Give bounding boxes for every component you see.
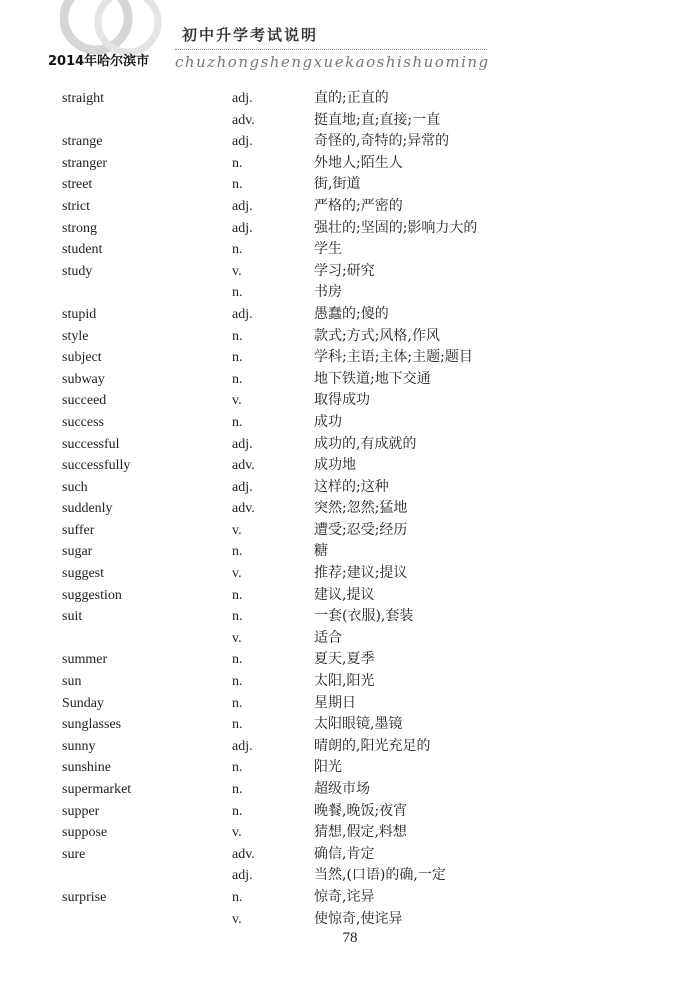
definition: 太阳眼镜,墨镜 (314, 716, 403, 733)
definition: 这样的;这种 (314, 478, 389, 495)
definition: 强壮的;坚固的;影响力大的 (314, 219, 478, 236)
vocab-row (0, 736, 700, 758)
part-of-speech: v. (232, 911, 242, 927)
vocab-row (0, 606, 700, 628)
part-of-speech: v. (232, 825, 242, 841)
vocab-row (0, 239, 700, 261)
header-pinyin: chuzhongshengxuekaoshishuoming (175, 53, 490, 71)
header-divider (175, 49, 487, 50)
vocab-row (0, 671, 700, 693)
vocab-row (0, 563, 700, 585)
part-of-speech: adj. (232, 479, 253, 495)
part-of-speech: v. (232, 566, 242, 582)
definition: 遭受;忍受;经历 (314, 521, 408, 538)
vocab-word: suffer (62, 522, 95, 538)
part-of-speech: n. (232, 285, 243, 301)
part-of-speech: adj. (232, 436, 253, 452)
vocabulary-list (0, 88, 700, 930)
vocab-word: such (62, 479, 88, 495)
definition: 猜想,假定,料想 (314, 824, 407, 841)
part-of-speech: n. (232, 587, 243, 603)
vocab-word: strong (62, 220, 97, 236)
definition: 晚餐,晚饭;夜宵 (314, 802, 408, 819)
vocab-word: street (62, 177, 93, 193)
definition: 使惊奇,使诧异 (314, 910, 403, 927)
part-of-speech: v. (232, 393, 242, 409)
definition: 阳光 (314, 759, 342, 776)
vocab-word: sunny (62, 738, 96, 754)
definition: 直的;正直的 (314, 90, 389, 106)
definition: 取得成功 (314, 392, 370, 409)
vocab-row (0, 520, 700, 542)
part-of-speech: n. (232, 803, 243, 819)
definition: 推荐;建议;提议 (314, 565, 408, 582)
definition: 严格的;严密的 (314, 197, 403, 214)
definition: 确信,肯定 (314, 845, 375, 862)
part-of-speech: n. (232, 652, 243, 668)
part-of-speech: n. (232, 695, 243, 711)
vocab-word: stupid (62, 306, 97, 322)
vocab-word: sunshine (62, 760, 111, 776)
vocab-row (0, 304, 700, 326)
vocab-word: strict (62, 198, 90, 214)
vocab-row (0, 693, 700, 715)
definition: 地下铁道;地下交通 (314, 370, 431, 387)
vocab-row (0, 649, 700, 671)
header-title: 初中升学考试说明 (182, 26, 319, 44)
vocab-row (0, 628, 700, 650)
vocab-row (0, 434, 700, 456)
part-of-speech: n. (232, 889, 243, 905)
vocab-row (0, 585, 700, 607)
vocab-word: study (62, 263, 93, 279)
definition: 糖 (314, 543, 328, 560)
vocab-word: student (62, 242, 103, 258)
definition: 学科;主语;主体;主题;题目 (314, 349, 473, 366)
vocab-row (0, 779, 700, 801)
vocab-word: suppose (62, 825, 108, 841)
part-of-speech: n. (232, 544, 243, 560)
vocab-row (0, 844, 700, 866)
vocab-word: summer (62, 652, 108, 668)
vocab-row (0, 455, 700, 477)
part-of-speech: n. (232, 155, 243, 171)
vocab-row (0, 477, 700, 499)
vocab-word: strange (62, 134, 103, 150)
vocab-row (0, 887, 700, 909)
vocab-row (0, 369, 700, 391)
definition: 成功的,有成就的 (314, 435, 417, 452)
vocab-word: sugar (62, 544, 93, 560)
definition: 一套(衣服),套装 (314, 608, 414, 625)
vocab-row (0, 347, 700, 369)
vocab-word: suggest (62, 566, 104, 582)
vocab-word: succeed (62, 393, 107, 409)
vocab-row (0, 412, 700, 434)
definition: 外地人;陌生人 (314, 154, 403, 171)
definition: 太阳,阳光 (314, 673, 375, 690)
part-of-speech: n. (232, 760, 243, 776)
part-of-speech: adv. (232, 112, 255, 128)
vocab-word: stranger (62, 155, 108, 171)
vocab-row (0, 498, 700, 520)
definition: 建议,提议 (314, 586, 375, 603)
part-of-speech: adj. (232, 198, 253, 214)
part-of-speech: n. (232, 177, 243, 193)
vocab-word: supermarket (62, 782, 132, 797)
part-of-speech: adj. (232, 868, 253, 884)
part-of-speech: adj. (232, 738, 253, 754)
definition: 款式;方式;风格,作风 (314, 327, 440, 344)
vocab-word: suddenly (62, 501, 113, 517)
part-of-speech: n. (232, 414, 243, 430)
part-of-speech: adj. (232, 91, 253, 106)
vocab-word: successfully (62, 458, 131, 474)
vocab-row (0, 131, 700, 153)
part-of-speech: n. (232, 609, 243, 625)
definition: 挺直地;直;直接;一直 (314, 111, 441, 128)
vocab-row (0, 822, 700, 844)
definition: 适合 (314, 629, 342, 646)
vocab-row (0, 88, 700, 110)
vocab-word: supper (62, 803, 100, 819)
part-of-speech: n. (232, 371, 243, 387)
definition: 愚蠢的;傻的 (314, 305, 389, 322)
vocab-row (0, 757, 700, 779)
part-of-speech: adj. (232, 220, 253, 236)
part-of-speech: adv. (232, 846, 255, 862)
definition: 学生 (314, 241, 342, 258)
definition: 超级市场 (314, 781, 370, 797)
part-of-speech: n. (232, 782, 243, 797)
definition: 街,街道 (314, 176, 361, 193)
part-of-speech: adj. (232, 134, 253, 150)
vocab-row (0, 909, 700, 931)
vocab-row (0, 261, 700, 283)
part-of-speech: n. (232, 328, 243, 344)
vocab-row (0, 174, 700, 196)
header-city: 2014年哈尔滨市 (48, 54, 150, 69)
definition: 晴朗的,阳光充足的 (314, 737, 431, 754)
definition: 奇怪的,奇特的;异常的 (314, 133, 450, 150)
part-of-speech: n. (232, 350, 243, 366)
vocab-word: suit (62, 609, 83, 625)
vocab-row (0, 218, 700, 240)
vocab-word: Sunday (62, 695, 104, 711)
vocab-word: style (62, 328, 89, 344)
part-of-speech: v. (232, 630, 242, 646)
part-of-speech: adv. (232, 501, 255, 517)
page-header (0, 0, 700, 90)
definition: 成功 (314, 413, 342, 430)
vocab-word: subway (62, 371, 105, 387)
part-of-speech: v. (232, 522, 242, 538)
vocab-row (0, 390, 700, 412)
vocab-word: successful (62, 436, 120, 452)
vocab-word: sure (62, 846, 86, 862)
vocab-row (0, 865, 700, 887)
vocab-word: success (62, 414, 104, 430)
part-of-speech: adj. (232, 306, 253, 322)
part-of-speech: n. (232, 717, 243, 733)
part-of-speech: n. (232, 242, 243, 258)
vocab-word: subject (62, 350, 102, 366)
definition: 星期日 (314, 694, 356, 711)
part-of-speech: n. (232, 674, 243, 690)
vocab-row (0, 714, 700, 736)
part-of-speech: adv. (232, 458, 255, 474)
definition: 当然,(口语)的确,一定 (314, 867, 446, 884)
definition: 书房 (314, 284, 342, 301)
vocab-word: sun (62, 674, 82, 690)
part-of-speech: v. (232, 263, 242, 279)
page-number: 78 (342, 930, 358, 946)
vocab-row (0, 153, 700, 175)
definition: 夏天,夏季 (314, 651, 375, 668)
vocab-row (0, 801, 700, 823)
vocab-row (0, 110, 700, 132)
definition: 成功地 (314, 457, 356, 474)
vocab-row (0, 541, 700, 563)
definition: 学习;研究 (314, 262, 375, 279)
vocab-row (0, 282, 700, 304)
vocab-word: surprise (62, 889, 107, 905)
vocab-word: suggestion (62, 587, 122, 603)
vocab-word: straight (62, 91, 104, 106)
definition: 突然;忽然;猛地 (314, 500, 408, 517)
vocab-word: sunglasses (62, 717, 122, 733)
definition: 惊奇,诧异 (314, 888, 375, 905)
vocab-row (0, 326, 700, 348)
vocab-row (0, 196, 700, 218)
